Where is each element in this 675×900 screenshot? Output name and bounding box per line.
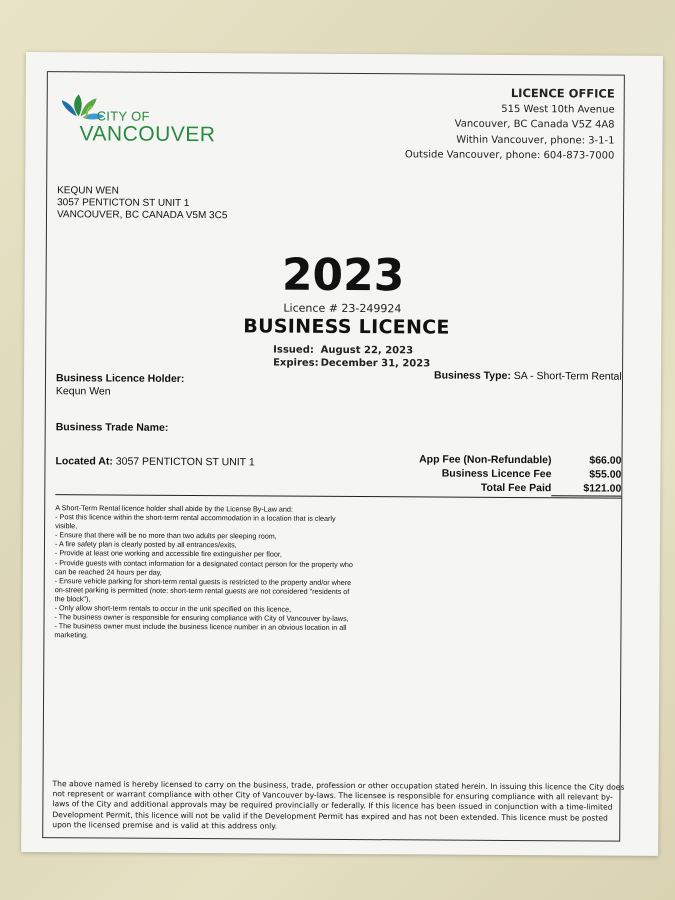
licence-holder: [56, 372, 185, 399]
business-type-value: SA - Short-Term Rental: [513, 369, 622, 383]
addressee-name: KEQUN WEN: [57, 185, 119, 197]
fee-total-value: $121.00: [551, 481, 621, 496]
office-heading: LICENCE OFFICE: [510, 85, 615, 101]
expires-label: Expires:: [273, 357, 319, 369]
located-label: Located At:: [55, 455, 113, 468]
located-value: 3057 PENTICTON ST UNIT 1: [115, 455, 255, 469]
addressee-block: [57, 185, 228, 222]
licence-year: 2023: [281, 249, 405, 302]
office-city-line: Vancouver, BC Canada V5Z 4A8: [454, 118, 615, 131]
licence-office-block: [405, 85, 615, 164]
fee-row: [403, 466, 621, 481]
rule-line: - A fire safety plan is clearly posted by all entrances/exits,: [54, 539, 237, 550]
rule-line: - Ensure that there will be no more than two adults per sleeping room,: [55, 530, 277, 541]
licence-number: Licence # 23-249924: [283, 301, 402, 316]
city-of-vancouver-logo: [58, 86, 218, 147]
legal-footer: The above named is hereby licensed to carry on the business, trade, profession or other occupation stated herein. In issuing this licence the City does not represent or warrant compliance with other City of Vancouver by-laws. The licensee is responsible for ensuring compliance with all relevant by-laws of the City and additional approvals may be required provincially or federally. If this licence has been issued in conjunction with a time-limited Development Permit, this licence will not be valid if the Development Permit has expired and has not been extended. This licence must be posted upon the licensed premise and is valid at this address only.: [52, 779, 625, 831]
trade-name-label: Business Trade Name:: [55, 421, 169, 434]
expires-date: December 31, 2023: [320, 357, 431, 370]
fee-table: [403, 452, 621, 496]
rule-line: - Ensure vehicle parking for short-term rental guests is restricted to the property and/or where on-street parking is permitted (note: short-term rental guests are not considered "residents of the block"),: [54, 575, 352, 604]
fee-value: $55.00: [589, 468, 622, 481]
rule-line: - Provide guests with contact information for a designated contact person for the property who can be reached 24 hours per day,: [54, 557, 353, 577]
logo-line-1: CITY OF: [96, 108, 150, 124]
holder-label: Business Licence Holder:: [55, 372, 185, 385]
rule-line: - Only allow short-term rentals to occur in the unit specified on this licence,: [54, 603, 292, 614]
fee-value: $66.00: [589, 454, 622, 467]
rule-line: - Provide at least one working and accessible fire extinguisher per floor,: [54, 548, 282, 560]
issued-label: Issued:: [273, 344, 314, 356]
business-type-label: Business Type:: [433, 369, 511, 382]
rule-line: - Post this licence within the short-term rental accommodation in a location that is clearly visible,: [55, 512, 336, 531]
document-title: BUSINESS LICENCE: [243, 315, 450, 339]
fee-total-row: [403, 480, 621, 496]
fee-total-label: Total Fee Paid: [480, 481, 552, 495]
licence-sheet: [21, 52, 663, 856]
office-phone-outside: Outside Vancouver, phone: 604-873-7000: [404, 149, 615, 162]
office-phone-within: Within Vancouver, phone: 3-1-1: [456, 134, 615, 147]
short-term-rental-rules: [54, 503, 355, 641]
rule-line: A Short-Term Rental licence holder shall abide by the License By-Law and:: [55, 503, 293, 514]
business-type: [434, 369, 622, 382]
logo-line-2: VANCOUVER: [79, 122, 216, 147]
fee-label: App Fee (Non-Refundable): [419, 453, 552, 467]
holder-value: Kequn Wen: [55, 385, 111, 398]
fee-label: Business Licence Fee: [441, 467, 552, 481]
licence-dates: [273, 344, 430, 371]
located-at: [55, 455, 254, 468]
fee-row: [403, 452, 621, 467]
office-address-line: 515 West 10th Avenue: [501, 103, 615, 116]
issued-date: August 22, 2023: [320, 344, 414, 357]
addressee-street: 3057 PENTICTON ST UNIT 1: [57, 197, 190, 210]
rule-line: - The business owner is responsible for ensuring compliance with City of Vancouver by-laws,: [54, 612, 349, 624]
rule-line: - The business owner must include the business licence number in an obvious location in all marketing.: [54, 621, 347, 640]
addressee-city: VANCOUVER, BC CANADA V5M 3C5: [56, 209, 228, 222]
